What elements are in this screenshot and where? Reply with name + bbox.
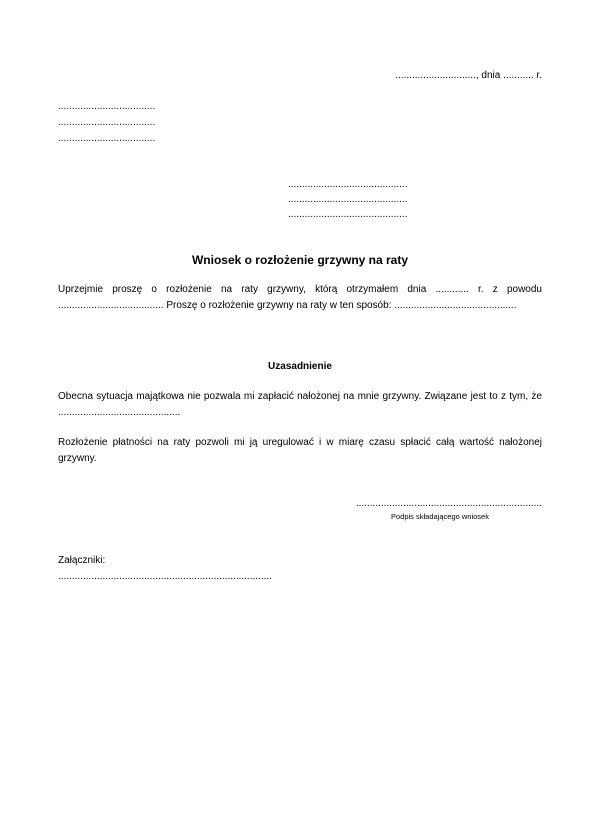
attachments-line: ............................................................................. <box>58 571 272 582</box>
request-paragraph: Uprzejmie proszę o rozłożenie na raty grzywny, którą otrzymałem dnia ............ r. z powodu ...................................... Proszę o rozłożenie grzywny na raty w ten sposób: ............................................ <box>58 284 542 311</box>
document-title: Wniosek o rozłożenie grzywny na raty <box>191 253 409 267</box>
attachments-label: Załączniki: <box>58 555 106 566</box>
justification-heading: Uzasadnienie <box>268 361 332 372</box>
justification-paragraph-2: Rozłożenie płatności na raty pozwoli mi ją uregulować i w miarę czasu spłacić całą wartość nałożonej grzywny. <box>58 437 542 464</box>
place-date-line: ............................., dnia ........... r. <box>395 70 542 81</box>
sender-line-3: ................................... <box>58 133 156 144</box>
recipient-line-2: ........................................... <box>288 194 408 205</box>
justification-paragraph-1: Obecna sytuacja majątkowa nie pozwala mi zapłacić nałożonej na mnie grzywny. Związane jest to z tym, że ............................................ <box>58 391 542 418</box>
sender-line-1: ................................... <box>58 101 156 112</box>
signature-caption: Podpis składającego wniosek <box>391 512 489 521</box>
signature-line: ................................................................... <box>355 498 542 509</box>
recipient-line-3: ........................................... <box>288 209 408 220</box>
recipient-line-1: ........................................... <box>288 179 408 190</box>
sender-line-2: ................................... <box>58 117 156 128</box>
